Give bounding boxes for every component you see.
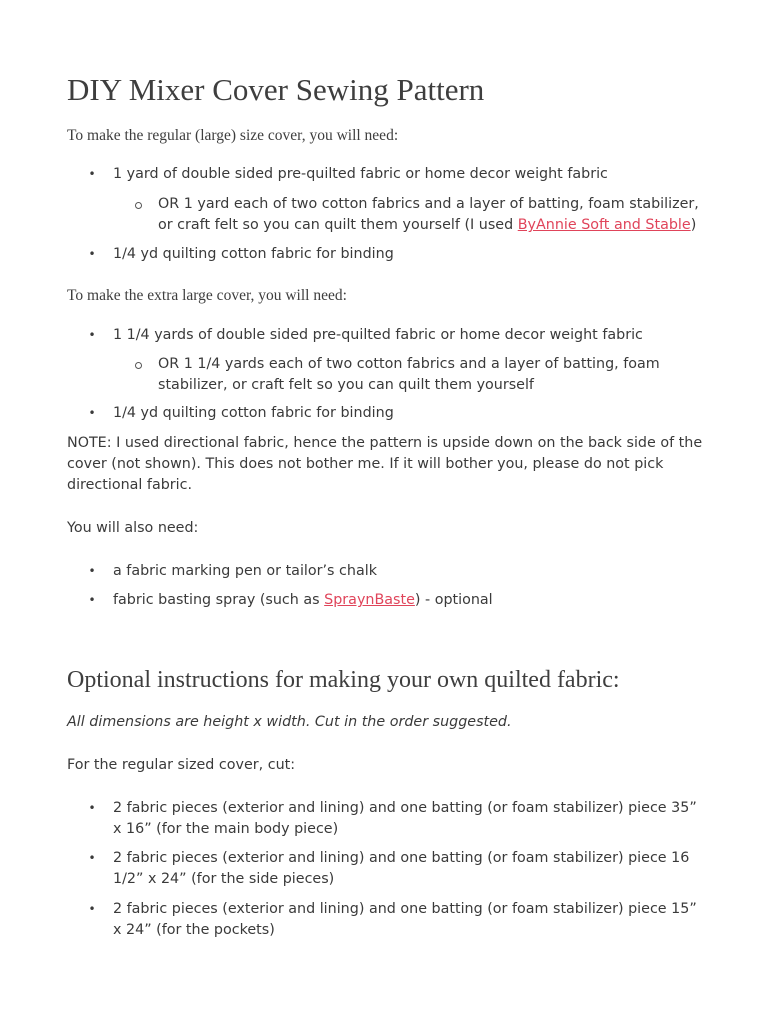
list-item: 2 fabric pieces (exterior and lining) and one batting (or foam stabilizer) piece 35” x 16” (for the main body piece) bbox=[113, 800, 697, 837]
sub-item-text: OR 1 yard each of two cotton fabrics and a layer of batting, foam stabilizer, or craft felt so you can quilt them yourself (I used bbox=[158, 196, 699, 233]
also-intro: You will also need: bbox=[67, 520, 199, 536]
bullet-icon: • bbox=[88, 406, 96, 420]
dimensions-note: All dimensions are height x width. Cut in the order suggested. bbox=[67, 714, 512, 730]
list-item bbox=[113, 590, 713, 611]
list-item: 2 fabric pieces (exterior and lining) and one batting (or foam stabilizer) piece 15” x 24” (for the pockets) bbox=[113, 901, 697, 938]
list-item: 1 yard of double sided pre-quilted fabric or home decor weight fabric bbox=[113, 166, 608, 182]
list-item: 2 fabric pieces (exterior and lining) and one batting (or foam stabilizer) piece 16 1/2” x 24” (for the side pieces) bbox=[113, 850, 690, 887]
bullet-icon: • bbox=[88, 593, 96, 607]
regular-intro: To make the regular (large) size cover, you will need: bbox=[67, 127, 399, 144]
sub-item-text-end: ) bbox=[690, 217, 697, 233]
list-item: 1/4 yd quilting cotton fabric for binding bbox=[113, 246, 394, 262]
list-item: OR 1 1/4 yards each of two cotton fabrics and a layer of batting, foam stabilizer, or craft felt so you can quilt them yourself bbox=[158, 356, 660, 393]
circle-bullet-icon bbox=[135, 362, 142, 369]
regular-cut-intro: For the regular sized cover, cut: bbox=[67, 757, 296, 773]
section-heading: Optional instructions for making your own quilted fabric: bbox=[67, 667, 620, 693]
list-item-text-end: ) - optional bbox=[414, 592, 493, 608]
list-item bbox=[158, 194, 713, 236]
list-item: a fabric marking pen or tailor’s chalk bbox=[113, 563, 377, 579]
bullet-icon: • bbox=[88, 247, 96, 261]
bullet-icon: • bbox=[88, 328, 96, 342]
bullet-icon: • bbox=[88, 167, 96, 181]
page-title: DIY Mixer Cover Sewing Pattern bbox=[67, 72, 485, 107]
bullet-icon: • bbox=[88, 564, 96, 578]
bullet-icon: • bbox=[88, 801, 96, 815]
note-paragraph: NOTE: I used directional fabric, hence the pattern is upside down on the back side of the cover (not shown). This does not bother me. If it will bother you, please do not pick directional fabric. bbox=[67, 435, 703, 493]
circle-bullet-icon bbox=[135, 202, 142, 209]
extra-intro: To make the extra large cover, you will need: bbox=[67, 287, 347, 304]
list-item: 1 1/4 yards of double sided pre-quilted fabric or home decor weight fabric bbox=[113, 327, 643, 343]
list-item-text: fabric basting spray (such as bbox=[113, 592, 325, 608]
list-item: 1/4 yd quilting cotton fabric for binding bbox=[113, 405, 394, 421]
spraynbaste-link[interactable]: SpraynBaste bbox=[324, 592, 415, 608]
bullet-icon: • bbox=[88, 902, 96, 916]
bullet-icon: • bbox=[88, 851, 96, 865]
byannie-link[interactable]: ByAnnie Soft and Stable bbox=[517, 217, 691, 233]
